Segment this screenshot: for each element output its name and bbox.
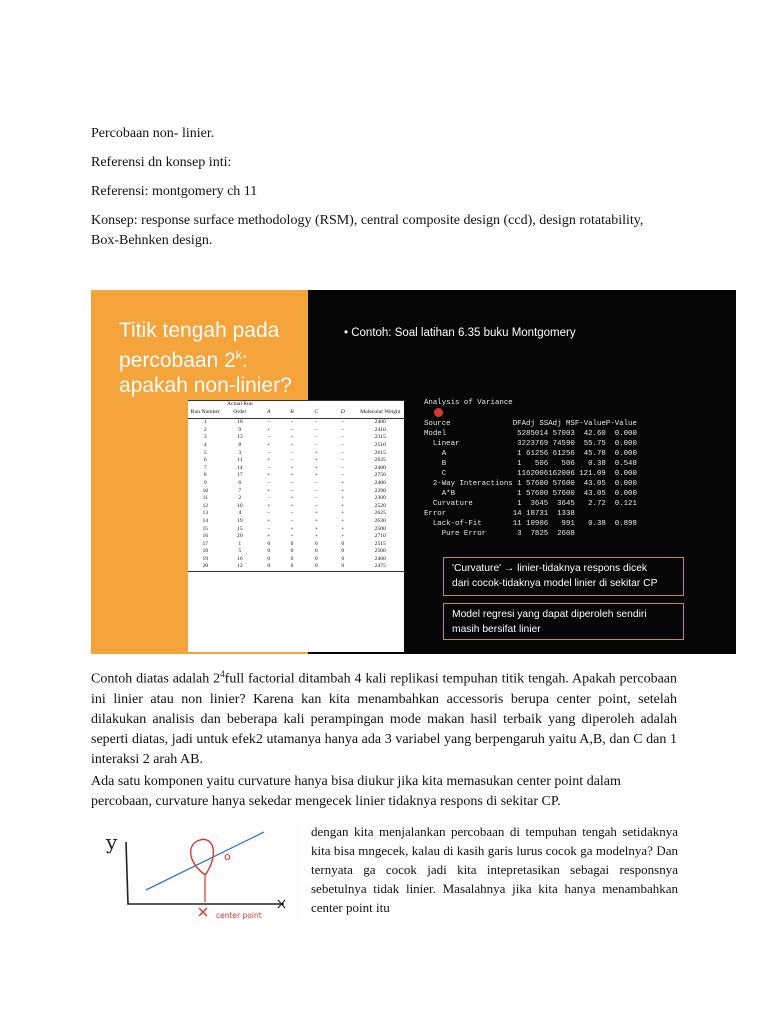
paragraph-1-post: full factorial ditambah 4 kali replikasi tempuhan titik tengah. Apakah percobaan ini linier atau non linier? Karena kan kita menambahkan accessoris berupa center point, setelah dilakukan analisis dan beberapa kali perampingan mode makan hasil terbaik yang diperoleh adalah seperti diatas, jadi untuk efek2 utamanya hanya ada 3 variabel yang berpengaruh yaitu A,B, dan C dan 1 interaksi 2 arah AB. [91,671,677,767]
anova-cell: 43.05 [583,490,606,498]
design-table-cell: + [341,479,345,486]
design-table-cell: 13 [237,434,243,441]
anova-cell: 991 [561,520,575,528]
anova-row [424,459,637,469]
design-table-cell: 7 [203,464,207,471]
design-table-cell: 8 [203,472,207,479]
design-table-cell: − [341,472,345,479]
slide-title-line-2: percobaan 2$^k$: [119,348,248,372]
design-table-cell: 2 [238,495,242,502]
design-table-cell: 0 [280,563,303,571]
anova-col-df: DF [512,420,522,428]
design-table-row [188,548,404,556]
design-table-cell: 0 [267,548,271,555]
design-table-cell: + [341,517,345,524]
design-table-cell: − [314,495,318,502]
design-table-row [188,434,404,442]
paragraph-3: dengan kita menjalankan percobaan di tempuhan tengah setidaknya kita bisa mngecek, kalau di kasih garis lurus cocok ga modelnya? Dan ternyata ga cocok jadi kita intepretasikan sebagai responsnya sebetulnya tidak linier. Masalahnya jika kita hanya menambahkan center point itu [311,824,678,915]
anova-cell: Curvature [424,500,473,508]
slide-title-line-1: Titik tengah pada [119,319,280,342]
anova-cell: 0.000 [614,470,637,478]
design-table-cell: − [267,495,271,502]
design-table-cell: 12 [202,502,209,509]
design-table-cell: 2710 [374,533,386,540]
anova-cell: 0.000 [614,430,637,438]
anova-cell: 1338 [557,510,575,518]
anova-cell: 57600 [552,490,575,498]
design-table-cell: − [341,457,345,464]
design-table-cell: − [290,487,294,494]
design-table-row [188,495,404,503]
design-table-cell: 2400 [374,419,386,426]
anova-cell: Pure Error [424,530,487,538]
anova-col-pvalue: P-Value [605,420,637,428]
anova-cell: 2-Way Interactions [424,480,513,488]
design-table-cell: − [267,464,271,471]
anova-cell: 61256 [526,450,549,458]
design-table-cell: + [290,441,294,448]
anova-cell: 3645 [530,500,549,508]
anova-cell: 506 [561,460,575,468]
design-table-cell: − [314,419,318,426]
paragraph-1-pre: Contoh diatas adalah 2 [91,671,221,687]
anova-cell: Error [424,510,447,518]
header-line-4: Konsep: response surface methodology (RSM), central composite design (ccd), design rotatability, Box-Behnken design. [91,213,644,248]
design-table-cell: 12 [223,563,258,571]
design-table-cell: − [290,479,294,486]
design-table-cell: + [314,510,318,517]
design-table-cell: − [314,434,318,441]
design-table-cell: 17 [237,472,243,479]
anova-title: Analysis of Variance [424,399,513,407]
anova-cell: 42.60 [583,430,606,438]
sketch-drawing [88,822,300,922]
sketch-point-label: o [224,850,231,863]
design-table-cell: 3 [203,434,207,441]
design-table-cell: − [267,434,271,441]
design-table-cell: 2400 [374,555,386,562]
design-table-cell: 5 [238,548,242,555]
design-table-cell: + [341,487,345,494]
design-table-cell: 13 [202,510,209,517]
anova-cell: 1 [517,500,522,508]
design-table-row [188,563,404,571]
anova-cell: 0.38 [588,460,606,468]
design-table-cell: 0 [341,555,345,562]
anova-row [424,499,637,509]
design-table-cell: 2615 [374,449,386,456]
anova-cell: 57003 [552,430,575,438]
design-table-row [188,526,404,534]
design-table-row [188,472,404,480]
slide-image [91,290,736,654]
anova-cell: 10906 [526,520,549,528]
design-table-cell: − [314,441,318,448]
design-col-run: Run Number [188,401,223,419]
anova-cell: B [424,460,447,468]
anova-row [424,509,637,519]
header-line-2: Referensi dn konsep inti: [91,155,232,170]
anova-col-fvalue: F-Value [574,420,606,428]
design-table-cell: − [314,502,318,509]
anova-row [424,519,637,529]
anova-cell: 0.000 [614,490,637,498]
anova-cell: 162006 [521,470,549,478]
design-table-cell: + [341,510,345,517]
anova-cell: 0.000 [614,480,637,488]
design-table-cell: 16 [202,533,209,540]
anova-cell: 3 [517,440,522,448]
design-table-cell: 0 [290,548,294,555]
callout-curvature-line-2: dari cocok-tidaknya model linier di sekitar CP [452,578,658,589]
design-table-cell: + [341,502,345,509]
design-table-cell: + [341,525,345,532]
design-table-cell: 3 [238,449,242,456]
design-table-cell: + [267,533,271,540]
curvature-sketch [88,822,300,922]
paragraph-1 [91,664,677,770]
design-table-cell: − [290,419,294,426]
anova-cell: 1 [517,490,522,498]
design-table-cell: + [314,533,318,540]
design-table-cell: − [290,517,294,524]
design-table-cell: 14 [202,517,209,524]
design-table-cell: + [290,525,294,532]
sketch-center-x [199,908,207,916]
design-table-cell: 2 [203,426,207,433]
design-table-cell: 0 [314,540,318,547]
anova-cell: Lack-of-Fit [424,520,482,528]
callout-model-line-1: Model regresi yang dapat diperoleh sendiri [452,609,647,620]
design-table-cell: 0 [341,540,345,547]
design-table-cell: − [341,419,345,426]
design-table-cell: + [290,533,294,540]
design-table-cell: 2475 [356,563,404,571]
design-table-cell: 11 [202,495,208,502]
anova-row [424,489,637,499]
design-table-cell: 20 [237,533,243,540]
design-table-cell: 1 [238,540,242,547]
anova-cell [606,529,637,539]
anova-cell: 223769 [521,440,549,448]
design-table-cell: − [267,510,271,517]
design-table-cell: − [267,479,271,486]
design-table-cell: 6 [203,457,207,464]
design-table-cell: 15 [202,525,209,532]
anova-cell: 55.75 [583,440,606,448]
design-table-cell: 10 [237,502,243,509]
anova-row [424,439,637,449]
design-table-cell: 1 [203,419,207,426]
design-table-cell: 9 [238,426,242,433]
anova-cell: 2.72 [588,500,606,508]
callout-model-line-2: masih bersifat linier [452,624,541,635]
design-table-cell: + [341,495,345,502]
design-table-row [188,488,404,496]
design-table-cell: 16 [237,555,243,562]
design-table-cell: + [290,502,294,509]
design-table-cell: + [314,517,318,524]
design-col-order: Actual Run Order [223,401,258,419]
design-table-cell: − [267,525,271,532]
anova-cell: C [424,470,447,478]
design-table-cell: 2500 [374,548,386,555]
sketch-y-label: y [106,830,118,854]
design-table-cell: 5 [203,449,207,456]
callout-curvature-line-1: 'Curvature' → linier-tidaknya respons dicek [452,563,648,574]
design-table-cell: 0 [304,563,329,571]
design-table-row [188,533,404,541]
design-table-cell: 2625 [374,457,386,464]
anova-row [424,479,637,489]
anova-cell: 0.898 [614,520,637,528]
anova-cell: 285014 [521,430,549,438]
design-table-cell: 14 [237,464,243,471]
design-table-cell: − [341,464,345,471]
design-table-cell: 4 [203,441,207,448]
design-table-cell: 2625 [374,510,386,517]
anova-cell: 162006 [548,470,575,478]
anova-cell: 18731 [526,510,549,518]
design-table-cell: 2315 [374,434,386,441]
design-col-a: A [257,401,280,419]
design-table-cell: 20 [188,563,223,571]
callout-model [443,603,684,640]
design-table-cell: 0 [314,555,318,562]
anova-cell: 57600 [526,490,549,498]
design-table-row [188,450,404,458]
design-table-cell: + [267,457,271,464]
design-table-cell: 18 [237,419,243,426]
design-table-cell: 0 [290,540,294,547]
anova-cell: 0.121 [614,500,637,508]
design-table-cell: 2400 [374,464,386,471]
slide-title [119,318,379,398]
design-table-cell: 8 [238,441,242,448]
design-table-cell: + [290,464,294,471]
design-table-row [188,419,404,427]
callout-curvature [443,557,684,596]
design-table-cell: 2515 [374,540,386,547]
design-table-row [188,518,404,526]
design-table-cell: + [267,426,271,433]
design-table-row [188,480,404,488]
design-table-cell: + [314,457,318,464]
anova-row [424,449,637,459]
design-table-cell: − [341,434,345,441]
design-table-cell: + [267,441,271,448]
design-table-cell: + [314,449,318,456]
design-table-cell: + [314,472,318,479]
anova-cell: 57600 [552,480,575,488]
design-col-weight: Molecular Weight [356,401,404,419]
design-table-cell: 0 [267,540,271,547]
anova-cell: A [424,450,447,458]
design-table-cell: + [267,487,271,494]
anova-cell: 11 [512,520,522,528]
design-table-cell: + [314,464,318,471]
anova-cell: 74590 [552,440,575,448]
design-table-cell: 18 [202,548,209,555]
design-table-cell: − [341,449,345,456]
design-table-cell: + [341,533,345,540]
design-table-row [188,541,404,549]
anova-col-adjss: Adj SS [521,420,549,428]
anova-cell [575,529,606,539]
anova-cell: 1 [517,460,522,468]
design-table-cell: + [267,502,271,509]
anova-cell: Linear [424,440,460,448]
design-table-cell: + [314,525,318,532]
design-table-row [188,465,404,473]
anova-cell: 506 [534,460,549,468]
anova-cell [606,509,637,519]
design-table-cell: 0 [341,548,345,555]
anova-cell: 3 [517,530,522,538]
anova-col-source: Source [424,420,451,428]
design-table-row [188,427,404,435]
design-table-cell: − [314,487,318,494]
design-table-cell: + [290,434,294,441]
design-table-row [188,457,404,465]
anova-cell: 1 [517,480,522,488]
slide-bullet: • Contoh: Soal latihan 6.35 buku Montgomery [344,327,576,339]
design-table-cell: 11 [237,457,243,464]
anova-cell: 45.78 [583,450,606,458]
anova-cell: 57600 [526,480,549,488]
design-table-cell: − [290,426,294,433]
design-table-cell: − [341,441,345,448]
anova-cell: 43.05 [583,480,606,488]
design-table-cell: 7 [238,487,242,494]
paragraph-2: Ada satu komponen yaitu curvature hanya bisa diukur jika kita memasukan center point dalam percobaan, curvature hanya sekedar mengecek linier tidaknya respons di sekitar CP. [91,774,621,809]
anova-cell: Model [424,430,447,438]
design-table-cell: 19 [237,517,243,524]
design-table-cell: 2400 [374,479,386,486]
design-table-row [188,503,404,511]
design-table-cell: 2300 [374,495,386,502]
anova-cell: 1 [517,450,522,458]
anova-cell: A*B [424,490,456,498]
design-table-cell: 0 [329,563,357,571]
design-table-cell: + [290,495,294,502]
anova-cell: 1 [517,470,522,478]
design-table-cell: + [267,472,271,479]
anova-cell: 7825 [530,530,549,538]
design-table-cell: − [267,449,271,456]
anova-cell: 0.000 [614,450,637,458]
design-table-cell: 19 [202,555,209,562]
header-line-1: Percobaan non- linier. [91,126,215,141]
design-table-cell: − [290,449,294,456]
design-table-cell: 10 [202,487,209,494]
anova-cell: 0.548 [614,460,637,468]
anova-cell: 61256 [552,450,575,458]
design-table-cell: − [267,419,271,426]
design-col-b: B [280,401,303,419]
design-table-cell: 2630 [374,517,386,524]
design-table-cell: − [290,510,294,517]
design-table-cell: − [341,426,345,433]
paragraph-1-sup: 4 [220,669,225,679]
header-line-3: Referensi: montgomery ch 11 [91,184,258,199]
design-table-cell: 2750 [374,472,386,479]
design-table-cell: + [290,472,294,479]
anova-col-adjms: Adj MS [548,420,575,428]
design-table-cell: 9 [203,479,207,486]
design-table-cell: 0 [290,555,294,562]
design-table-cell: 15 [237,525,243,532]
slide-title-line-3: apakah non-linier? [119,374,292,397]
design-col-d: D [329,401,357,419]
design-table-cell: − [314,479,318,486]
design-table-cell: 0 [267,555,271,562]
design-table-cell: 0 [314,548,318,555]
anova-cell: 121.09 [579,470,606,478]
design-table-cell: 2390 [374,487,386,494]
design-table-cell: 2520 [374,502,386,509]
design-col-c: C [304,401,329,419]
design-table-cell: 0 [257,563,280,571]
design-table [188,400,404,652]
design-table-cell: 2510 [374,441,386,448]
anova-cell: 0.000 [614,440,637,448]
anova-row [424,529,637,539]
design-table-row [188,556,404,564]
anova-cell: 0.38 [588,520,606,528]
anova-cell: 2608 [557,530,575,538]
design-table-cell: − [314,426,318,433]
anova-cell [575,509,606,519]
sketch-center-label: center point [216,911,262,920]
anova-cell: 14 [512,510,522,518]
design-table-row [188,442,404,450]
design-table-cell: 6 [238,479,242,486]
design-table-cell: + [267,517,271,524]
design-table-cell: 2410 [374,426,386,433]
design-table-row [188,510,404,518]
design-table-cell: 4 [238,510,242,517]
design-table-cell: 2500 [374,525,386,532]
sketch-curve [191,839,214,874]
anova-row [424,429,637,439]
anova-row [424,469,637,479]
anova-cell: 5 [517,430,522,438]
design-table-cell: − [290,457,294,464]
design-table-cell: 17 [202,540,209,547]
anova-cell: 3645 [557,500,575,508]
red-pointer-dot [434,408,443,417]
